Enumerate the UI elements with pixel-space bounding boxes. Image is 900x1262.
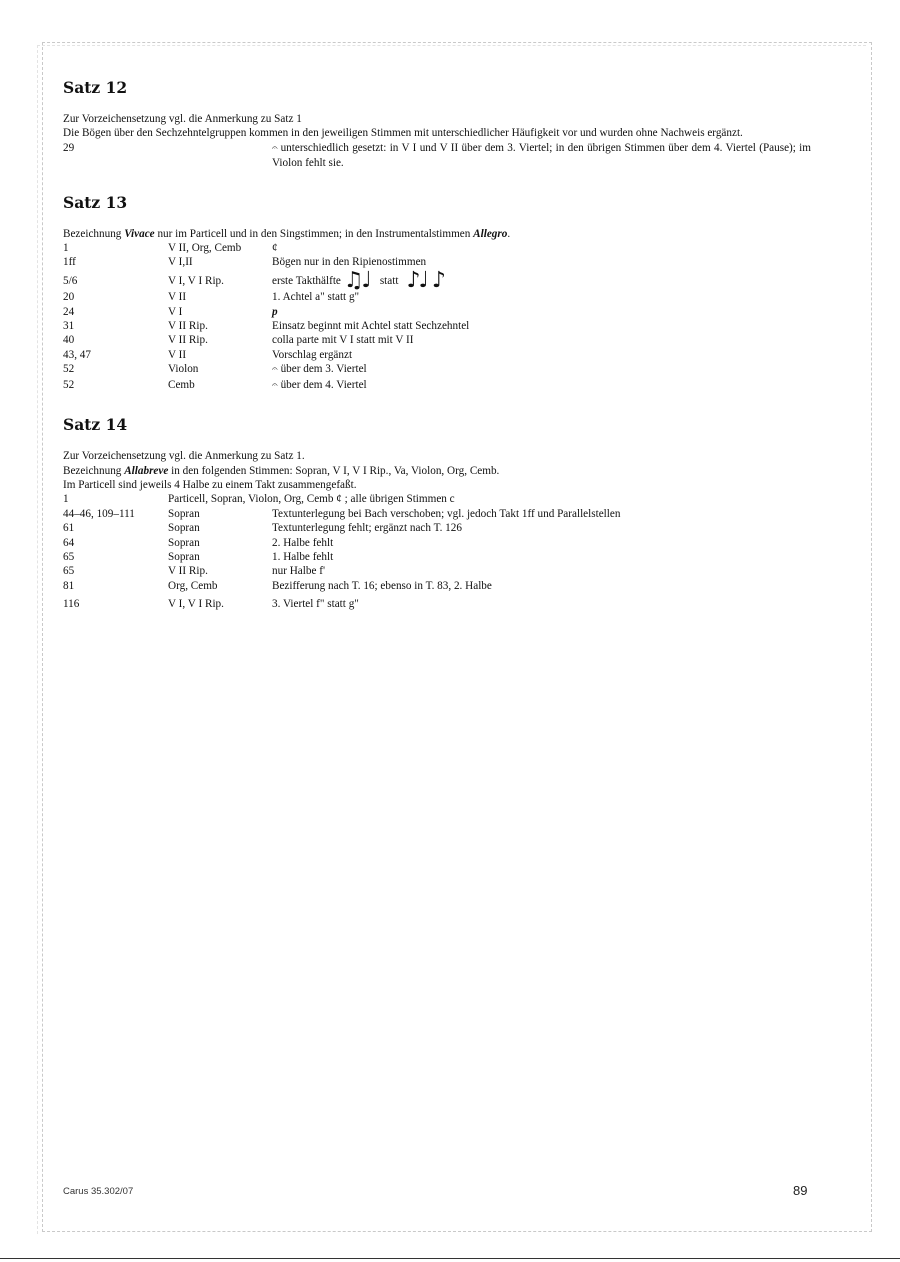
critical-report	[63, 78, 811, 634]
remark: Einsatz beginnt mit Achtel statt Sechzehntel	[272, 320, 470, 333]
voice: Violon	[168, 363, 199, 376]
bar-number: 1ff	[63, 256, 76, 269]
table-row	[63, 378, 811, 393]
table-row	[63, 550, 811, 564]
table-row	[63, 348, 811, 362]
bar-number: 52	[63, 363, 75, 376]
remark: 3. Viertel f" statt g"	[272, 598, 359, 611]
voice: Cemb	[168, 378, 195, 391]
satz-14-intro-2	[63, 464, 811, 478]
bar-number: 1	[63, 242, 69, 255]
satz-13-section	[63, 193, 811, 393]
bar-number: 24	[63, 305, 75, 318]
voice: V I, V I Rip.	[168, 598, 224, 611]
remark-text: über dem 4. Viertel	[280, 378, 367, 391]
satz-14-intro-3: Im Particell sind jeweils 4 Halbe zu einem Takt zusammengefaßt.	[63, 478, 357, 491]
remark	[272, 362, 811, 377]
remark: 1. Halbe fehlt	[272, 550, 334, 563]
remark: Particell, Sopran, Violon, Org, Cemb ¢ ; alle übrigen Stimmen c	[168, 493, 455, 506]
voice: V I,II	[168, 256, 193, 269]
voice: Org, Cemb	[168, 579, 218, 592]
voice: V II	[168, 291, 187, 304]
page-number: 89	[793, 1183, 808, 1198]
remark	[272, 378, 811, 393]
table-row	[63, 507, 811, 521]
bar-number: 20	[63, 291, 75, 304]
fermata-icon: 𝄐	[272, 379, 278, 391]
satz-14-intro-1: Zur Vorzeichensetzung vgl. die Anmerkung zu Satz 1.	[63, 450, 305, 463]
remark: nur Halbe f'	[272, 565, 325, 578]
voice: V II Rip.	[168, 565, 208, 578]
intro-text: Bezeichnung	[63, 464, 125, 477]
remark-text: erste Takthälfte	[272, 274, 341, 287]
voice: V II Rip.	[168, 320, 208, 333]
table-row	[63, 267, 811, 293]
bar-number: 65	[63, 565, 75, 578]
catalog-number: Carus 35.302/07	[63, 1186, 134, 1197]
remark: 2. Halbe fehlt	[272, 536, 334, 549]
bar-number: 52	[63, 378, 75, 391]
bar-number: 40	[63, 334, 75, 347]
bar-number: 29	[63, 141, 75, 154]
table-row	[63, 319, 811, 333]
fermata-icon: 𝄐	[272, 142, 278, 154]
satz-12-row	[63, 141, 811, 171]
page-edge-line	[0, 1258, 900, 1259]
tempo-allegro: Allegro	[473, 227, 508, 240]
intro-text: nur im Particell und in den Singstimmen; in den Instrumentalstimmen	[154, 227, 474, 240]
bar-number: 31	[63, 320, 75, 333]
satz-12-intro-2: Die Bögen über den Sechzehntelgruppen kommen in den jeweiligen Stimmen mit unterschiedlicher Häufigkeit vor und wurden ohne Nachweis ergänzt.	[63, 127, 743, 140]
remark: Bögen nur in den Ripienostimmen	[272, 256, 427, 269]
bar-number: 81	[63, 579, 75, 592]
dynamic-marking: p	[272, 305, 278, 318]
voice: Sopran	[168, 536, 200, 549]
voice: V II	[168, 348, 187, 361]
remark: Textunterlegung bei Bach verschoben; vgl. jedoch Takt 1ff und Parallelstellen	[272, 507, 621, 520]
table-row	[63, 521, 811, 535]
bar-number: 64	[63, 536, 75, 549]
tempo-vivace: Vivace	[124, 227, 155, 240]
table-row	[63, 305, 811, 319]
voice: V I, V I Rip.	[168, 274, 224, 287]
intro-text: Bezeichnung	[63, 227, 125, 240]
tempo-allabreve: Allabreve	[124, 464, 169, 477]
bar-number: 116	[63, 598, 80, 611]
voice: V II, Org, Cemb	[168, 242, 242, 255]
satz-12-section	[63, 78, 811, 171]
voice: V I	[168, 305, 183, 318]
fermata-icon: 𝄐	[272, 364, 278, 376]
note-group-icon: ♪♩ ♪	[406, 267, 444, 293]
satz-13-intro	[63, 227, 811, 241]
table-row	[63, 492, 811, 506]
table-row	[63, 241, 811, 255]
remark-text: über dem 3. Viertel	[280, 363, 367, 376]
voice: V II Rip.	[168, 334, 208, 347]
satz-13-heading: Satz 13	[63, 192, 128, 212]
remark: ¢	[272, 242, 278, 255]
satz-14-section	[63, 415, 811, 611]
intro-text: in den folgenden Stimmen: Sopran, V I, V I Rip., Va, Violon, Org, Cemb.	[168, 464, 500, 477]
remark: Textunterlegung fehlt; ergänzt nach T. 126	[272, 522, 462, 535]
bar-number: 65	[63, 550, 75, 563]
table-row	[63, 333, 811, 347]
table-row	[63, 290, 811, 304]
voice: Sopran	[168, 507, 200, 520]
remark	[272, 267, 811, 293]
bar-number: 44–46, 109–111	[63, 507, 135, 520]
bar-number: 5/6	[63, 274, 78, 287]
remark: Bezifferung nach T. 16; ebenso in T. 83, 2. Halbe	[272, 579, 492, 592]
table-row	[63, 579, 811, 593]
voice: Sopran	[168, 550, 200, 563]
remark: 1. Achtel a" statt g"	[272, 291, 360, 304]
table-row	[63, 564, 811, 578]
table-row	[63, 536, 811, 550]
voice: Sopran	[168, 522, 200, 535]
bar-number: 1	[63, 493, 69, 506]
statt-word: statt	[379, 274, 399, 287]
satz-12-intro-1: Zur Vorzeichensetzung vgl. die Anmerkung zu Satz 1	[63, 113, 302, 125]
remark	[272, 141, 811, 171]
table-row	[63, 597, 811, 611]
remark: colla parte mit V I statt mit V II	[272, 334, 414, 347]
note-group-icon: ♫♩	[343, 267, 370, 293]
satz-14-heading: Satz 14	[63, 415, 128, 435]
remark-text: unterschiedlich gesetzt: in V I und V II über dem 3. Viertel; in den übrigen Stimmen über dem 4. Viertel (Pause); im Violon fehlt sie.	[272, 141, 811, 170]
remark: Vorschlag ergänzt	[272, 348, 353, 361]
satz-12-heading: Satz 12	[63, 78, 128, 97]
table-row	[63, 362, 811, 377]
bar-number: 61	[63, 522, 75, 535]
bar-number: 43, 47	[63, 348, 91, 361]
intro-text: .	[507, 227, 511, 240]
